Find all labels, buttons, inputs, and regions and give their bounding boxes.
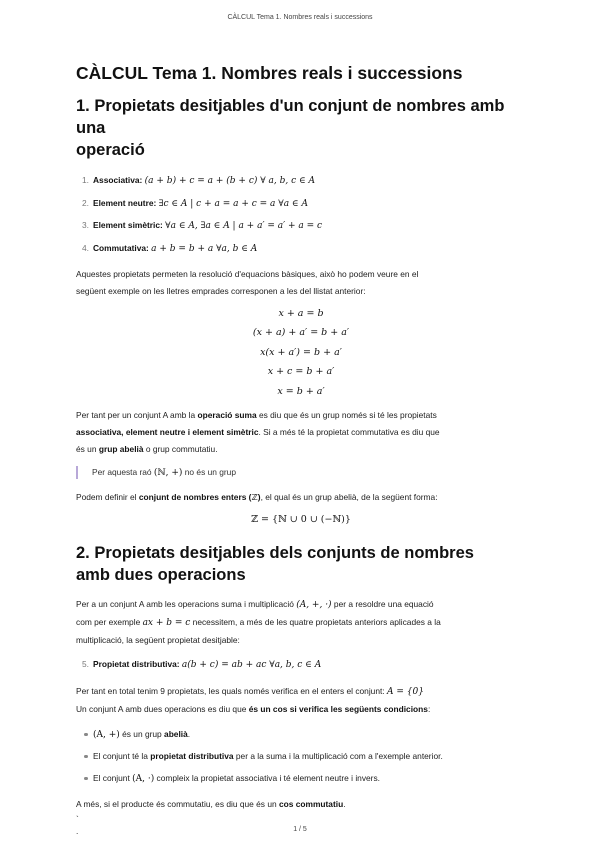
bold-term: associativa, element neutre i element simètric: [76, 427, 259, 437]
text-run: Per tant per un conjunt A amb la: [76, 410, 198, 420]
document-body: [76, 62, 526, 837]
field-conditions-list: [76, 729, 526, 784]
list-number: 2.: [82, 197, 89, 208]
property-element-simetric: [76, 220, 526, 231]
stray-mark: `: [76, 813, 79, 824]
list-item: [76, 751, 526, 762]
integers-equation-block: [76, 510, 526, 530]
text-run: El conjunt té la: [93, 750, 151, 761]
blockquote-note: [76, 466, 526, 479]
text-run: .: [343, 798, 346, 809]
bullet-icon: [84, 777, 88, 781]
intro-paragraph: [76, 266, 526, 300]
property-label: Propietat distributiva:: [93, 658, 180, 669]
text-run: El conjunt: [93, 772, 133, 783]
property-commutativa: [76, 243, 526, 254]
text-run: per a la suma i la multiplicació com a l'exemple anterior.: [233, 750, 443, 761]
text-run: , el qual és un grup abelià, de la següent forma:: [260, 492, 438, 502]
property-formula: a + b = b + a ∀a, b ∈ A: [151, 243, 258, 254]
bold-term: conjunt de nombres enters (ℤ): [138, 492, 261, 502]
commutative-field-paragraph: [76, 796, 526, 813]
text-run: Per aquesta raó: [92, 467, 154, 477]
two-operations-paragraph: [76, 596, 526, 649]
text-run: necessitem, a més de les quatre propietats anteriors aplicades a la: [190, 616, 441, 627]
property-label: Commutativa:: [93, 242, 149, 253]
property-associativa: [76, 175, 526, 186]
text-run: .: [187, 728, 191, 739]
text-run: es diu que és un grup només si té les propietats: [256, 410, 437, 420]
section-2-heading: [76, 542, 526, 586]
equation: (x + a) + a′ = b + a′: [252, 327, 350, 338]
property-formula: a(b + c) = ab + ac ∀a, b, c ∈ A: [181, 659, 322, 670]
integers-paragraph: [76, 489, 526, 506]
properties-list-continued: [76, 659, 526, 670]
page-title: CÀLCUL Tema 1. Nombres reals i successions: [76, 63, 463, 83]
list-item: [76, 729, 526, 740]
group-definition-paragraph: [76, 407, 526, 458]
text-run: Per tant en total tenim 9 propietats, les quals només verifica en el enters el conjunt:: [76, 685, 387, 696]
section-2-heading-line1: 2. Propietats desitjables dels conjunts de nombres: [76, 543, 474, 562]
bold-term: grup abelià: [98, 444, 144, 454]
text-run: :: [427, 703, 431, 714]
section-1-heading-line1: 1. Propietats desitjables d'un conjunt de nombres amb una: [76, 97, 505, 137]
text-run: Per a un conjunt A amb les operacions suma i multiplicació: [76, 598, 297, 609]
property-distributiva: [76, 659, 526, 670]
text-run: A més, si el producte és commutatiu, es diu que és un: [76, 798, 279, 809]
property-formula: ∃c ∈ A | c + a = a + c = a ∀a ∈ A: [158, 198, 308, 209]
equation: x(x + a′) = b + a′: [260, 346, 342, 358]
list-number: 5.: [82, 658, 89, 669]
list-number: 3.: [82, 220, 89, 230]
list-number: 4.: [82, 242, 89, 253]
inline-math: A = {0}: [386, 686, 424, 697]
text-run: com per exemple: [76, 616, 143, 627]
equation: x = b + a′: [277, 385, 325, 397]
property-formula: (a + b) + c = a + (b + c) ∀ a, b, c ∈ A: [144, 176, 316, 186]
inline-math: (ℕ, +): [153, 468, 183, 478]
bullet-icon: [84, 755, 88, 759]
property-label: Associativa:: [93, 175, 143, 185]
intro-line-1: Aquestes propietats permeten la resolució d'equacions bàsiques, això ho podem veure en el: [76, 268, 419, 279]
field-paragraph: [76, 683, 526, 718]
section-1-heading-line2: operació: [76, 141, 145, 159]
inline-math: (A, +): [93, 729, 120, 740]
intro-line-2: següent exemple on les lletres emprades corresponen a les del llistat anterior:: [76, 285, 366, 296]
section-2-heading-line2: amb dues operacions: [76, 565, 246, 584]
text-run: és un: [76, 444, 99, 454]
text-run: Podem definir el: [76, 492, 139, 502]
property-element-neutre: [76, 198, 526, 209]
text-run: no és un grup: [182, 467, 236, 477]
equation: x + a = b: [278, 307, 324, 319]
bullet-icon: [84, 733, 88, 737]
running-header: CÀLCUL Tema 1. Nombres reals i successions: [227, 14, 373, 21]
bold-term: cos commutatiu: [278, 798, 344, 809]
stray-mark: .: [76, 825, 79, 836]
inline-math: (A, ·): [132, 773, 155, 784]
bold-term: operació suma: [197, 410, 257, 420]
property-label: Element neutre:: [93, 197, 157, 208]
text-run: multiplicació, la següent propietat desitjable:: [76, 634, 240, 645]
equation-block: [76, 304, 526, 402]
inline-math: (A, +, ·): [296, 599, 332, 610]
text-run: Un conjunt A amb dues operacions es diu que: [76, 703, 249, 714]
text-run: compleix la propietat associativa i té element neutre i invers.: [154, 772, 380, 783]
property-formula: ∀a ∈ A, ∃a ∈ A | a + a′ = a′ + a = c: [165, 221, 323, 231]
list-item: [76, 773, 526, 784]
text-run: . Si a més té la propietat commutativa es diu que: [258, 427, 440, 437]
property-label: Element simètric:: [93, 220, 163, 230]
equation: x + c = b + a′: [267, 366, 335, 377]
text-run: o grup commutatiu.: [143, 444, 218, 454]
bold-term: propietat distributiva: [150, 750, 234, 761]
list-number: 1.: [82, 175, 89, 185]
bold-term: és un cos si verifica les següents condicions: [248, 703, 428, 714]
text-run: és un grup: [119, 728, 165, 739]
section-1-heading: [76, 95, 526, 161]
equation: ℤ = {ℕ ∪ 0 ∪ (−ℕ)}: [251, 514, 351, 525]
properties-list: [76, 175, 526, 254]
inline-math: ax + b = c: [142, 617, 191, 628]
bold-term: abelià: [164, 728, 188, 739]
text-run: per a resoldre una equació: [331, 598, 434, 609]
page-number: 1 / 5: [293, 826, 307, 833]
